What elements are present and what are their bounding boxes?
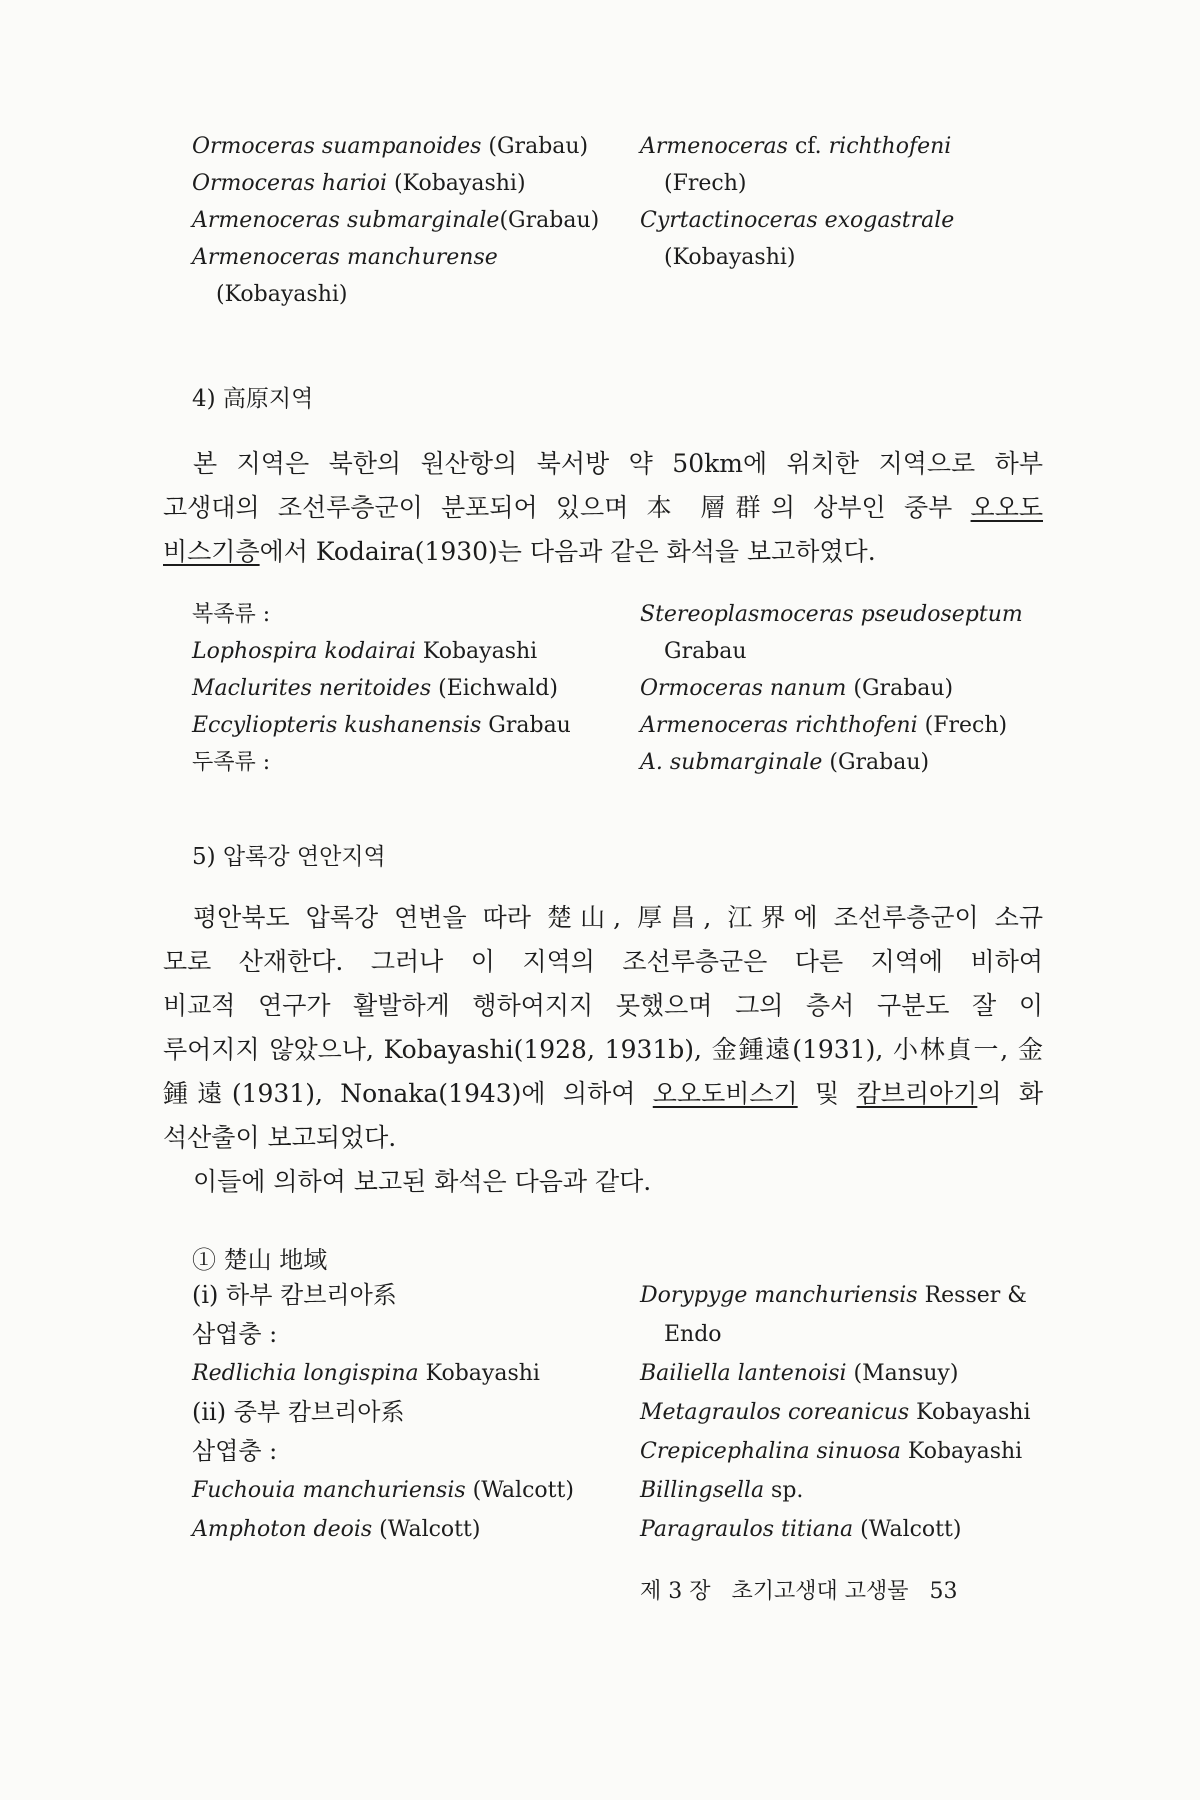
system-label: (ii) 중부 캄브리아系	[192, 1398, 405, 1426]
species-entry-continuation: Grabau	[664, 639, 747, 664]
footer-chapter-title: 초기고생대 고생물	[731, 1579, 909, 1604]
species-list-block-2	[192, 596, 1052, 781]
species-column-right	[640, 128, 1052, 313]
species-entry: Maclurites neritoides (Eichwald)	[192, 676, 558, 701]
group-label: 복족류 :	[192, 602, 271, 627]
species-entry: Armenoceras cf. richthofeni	[640, 134, 952, 159]
group-label: 삼엽충 :	[192, 1320, 278, 1348]
species-entry-continuation: (Frech)	[664, 171, 747, 196]
species-entry-continuation: Endo	[664, 1322, 722, 1347]
species-entry: Armenoceras richthofeni (Frech)	[640, 713, 1008, 738]
species-column-right	[640, 1276, 1052, 1549]
species-entry-continuation: (Kobayashi)	[216, 282, 348, 307]
species-entry: Lophospira kodairai Kobayashi	[192, 639, 538, 664]
group-label: 두족류 :	[192, 750, 271, 775]
species-entry: Dorypyge manchuriensis Resser &	[640, 1283, 1027, 1308]
species-entry: Bailiella lantenoisi (Mansuy)	[640, 1361, 959, 1386]
section-5-paragraph: 평안북도 압록강 연변을 따라 楚山, 厚昌, 江界에 조선루층군이 소규 모로 산재한다. 그러나 이 지역의 조선루층군은 다른 지역에 비하여 비교적 연구가 활발하게 행하여지지 못했으며 그의 층서 구분도 잘 이 루어지지 않았으나, Kobayashi(1928, 1931b), 金鍾遠(1931), 小林貞一, 金 鍾遠(1931), Nonaka(1943)에 의하여 오오도비스기 및 캄브리아기의 화 석산출이 보고되었다. 이들에 의하여 보고된 화석은 다음과 같다.	[163, 903, 1044, 1196]
species-entry-continuation: (Kobayashi)	[664, 245, 796, 270]
species-entry: Armenoceras submarginale(Grabau)	[192, 208, 600, 233]
species-column-left	[192, 1276, 640, 1549]
section-heading-4: 4) 高原지역	[192, 386, 314, 412]
footer-chapter: 제 3 장	[640, 1579, 711, 1604]
species-entry: Eccyliopteris kushanensis Grabau	[192, 713, 571, 738]
species-entry: Paragraulos titiana (Walcott)	[640, 1517, 962, 1542]
species-list-block-1	[192, 128, 1052, 313]
species-entry: Cyrtactinoceras exogastrale	[640, 208, 955, 233]
species-list-block-3	[192, 1276, 1052, 1549]
species-entry: Ormoceras suampanoides (Grabau)	[192, 134, 589, 159]
section-heading-5: 5) 압록강 연안지역	[192, 844, 386, 870]
page-number: 53	[929, 1579, 958, 1604]
species-column-right	[640, 596, 1052, 781]
system-label: (i) 하부 캄브리아系	[192, 1281, 397, 1309]
species-entry: Crepicephalina sinuosa Kobayashi	[640, 1439, 1023, 1464]
species-entry: Ormoceras nanum (Grabau)	[640, 676, 954, 701]
species-column-left	[192, 596, 640, 781]
species-entry: Fuchouia manchuriensis (Walcott)	[192, 1478, 574, 1503]
species-entry: A. submarginale (Grabau)	[640, 750, 930, 775]
section-4-paragraph: 본 지역은 북한의 원산항의 북서방 약 50km에 위치한 지역으로 하부 고생대의 조선루층군이 분포되어 있으며 本 層群의 상부인 중부 오오도 비스기층에서 Kodaira(1930)는 다음과 같은 화석을 보고하였다.	[163, 449, 1043, 566]
species-entry: Stereoplasmoceras pseudoseptum	[640, 602, 1023, 627]
page-footer	[640, 1574, 972, 1605]
species-entry: Metagraulos coreanicus Kobayashi	[640, 1400, 1031, 1425]
species-column-left	[192, 128, 640, 313]
region-heading: ① 楚山 地域	[192, 1246, 328, 1274]
species-entry: Ormoceras harioi (Kobayashi)	[192, 171, 526, 196]
group-label: 삼엽충 :	[192, 1437, 278, 1465]
species-entry: Amphoton deois (Walcott)	[192, 1517, 481, 1542]
species-entry: Armenoceras manchurense	[192, 245, 498, 270]
species-entry: Redlichia longispina Kobayashi	[192, 1361, 540, 1386]
species-entry: Billingsella sp.	[640, 1478, 804, 1503]
